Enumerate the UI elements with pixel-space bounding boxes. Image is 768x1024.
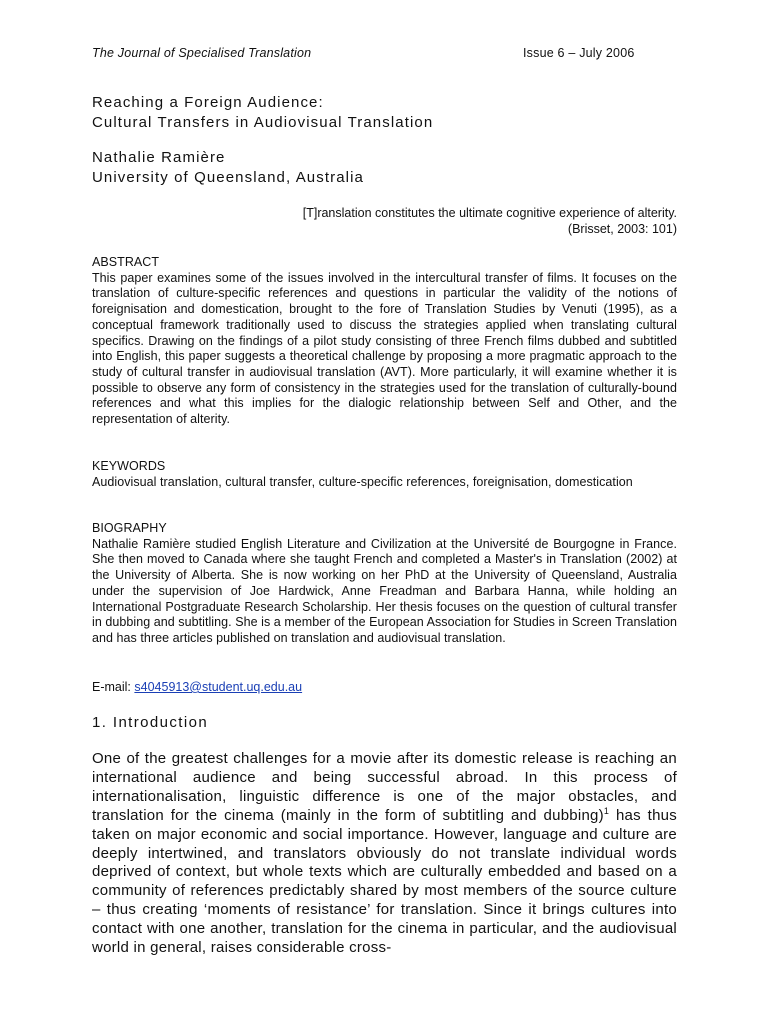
epigraph-citation: (Brisset, 2003: 101) <box>567 222 677 236</box>
email-line <box>92 679 302 695</box>
author-affiliation: University of Queensland, Australia <box>92 169 364 186</box>
epigraph-quote: [T]ranslation constitutes the ultimate cognitive experience of alterity. <box>302 206 677 220</box>
biography-section <box>92 521 677 647</box>
keywords-text: Audiovisual translation, cultural transfer, culture-specific references, foreignisation, domestication <box>92 474 633 489</box>
title-line-2: Cultural Transfers in Audiovisual Translation <box>92 114 434 131</box>
author-name: Nathalie Ramière <box>92 149 226 166</box>
intro-text-part-2: has thus taken on major economic and social importance. However, language and culture are deeply intertwined, and translators obviously do not translate individual words deprived of context, but whole texts which are culturally embedded and based on a community of references predictably shared by most members of the source culture – thus creating ‘moments of resistance’ for translation. Since it brings cultures into contact with one another, translation for the cinema in particular, and the audiovisual world in general, raises considerable cross- <box>92 806 678 957</box>
abstract-section <box>92 255 677 428</box>
intro-text-part-1: One of the greatest challenges for a movie after its domestic release is reaching an international audience and being successful abroad. In this process of internationalisation, linguistic difference is one of the major obstacles, and translation for the cinema (mainly in the form of subtitling and dubbing) <box>92 750 677 824</box>
biography-text: Nathalie Ramière studied English Literature and Civilization at the Université de Bourgogne in France. She then moved to Canada where she taught French and completed a Master's in Translation (2002) at the University of Alberta. She is now working on her PhD at the University of Queensland, Australia under the supervision of Joe Hardwick, Anne Freadman and Barbara Hanna, while holding an International Postgraduate Research Scholarship. Her thesis focuses on the question of cultural transfer in dubbing and subtitling. She is a member of the European Association for Studies in Screen Translation and has three articles published on translation and audiovisual translation. <box>92 536 677 645</box>
email-label: E-mail: <box>92 680 131 694</box>
keywords-heading: KEYWORDS <box>92 459 166 473</box>
article-title <box>92 93 433 133</box>
biography-heading: BIOGRAPHY <box>92 521 167 535</box>
epigraph <box>92 205 677 237</box>
abstract-heading: ABSTRACT <box>92 255 160 269</box>
issue-info: Issue 6 – July 2006 <box>523 46 635 60</box>
footnote-marker[interactable]: 1 <box>603 805 610 816</box>
journal-name: The Journal of Specialised Translation <box>92 46 312 60</box>
introduction-text <box>92 750 677 958</box>
abstract-text: This paper examines some of the issues involved in the intercultural transfer of films. It focuses on the translation of culture-specific references and questions in particular the validity of the notions of foreignisation and domestication, brought to the fore of Translation Studies by Venuti (1995), as a conceptual framework traditionally used to discuss the strategies applied when translating cultural specifics. Drawing on the findings of a pilot study consisting of three French films dubbed and subtitled into English, this paper suggests a theoretical challenge by proposing a more pragmatic approach to the study of cultural transfer in audiovisual translation (AVT). More particularly, it will examine whether it is possible to observe any form of consistency in the strategies used for the translation of culturally-bound references and what this implies for the dialogic relationship between Self and Other, and the representation of alterity. <box>92 270 677 427</box>
keywords-section <box>92 459 677 490</box>
title-line-1: Reaching a Foreign Audience: <box>92 94 324 111</box>
email-link[interactable]: s4045913@student.uq.edu.au <box>134 680 303 694</box>
introduction-heading: 1. Introduction <box>92 714 209 731</box>
author-block <box>92 148 364 188</box>
